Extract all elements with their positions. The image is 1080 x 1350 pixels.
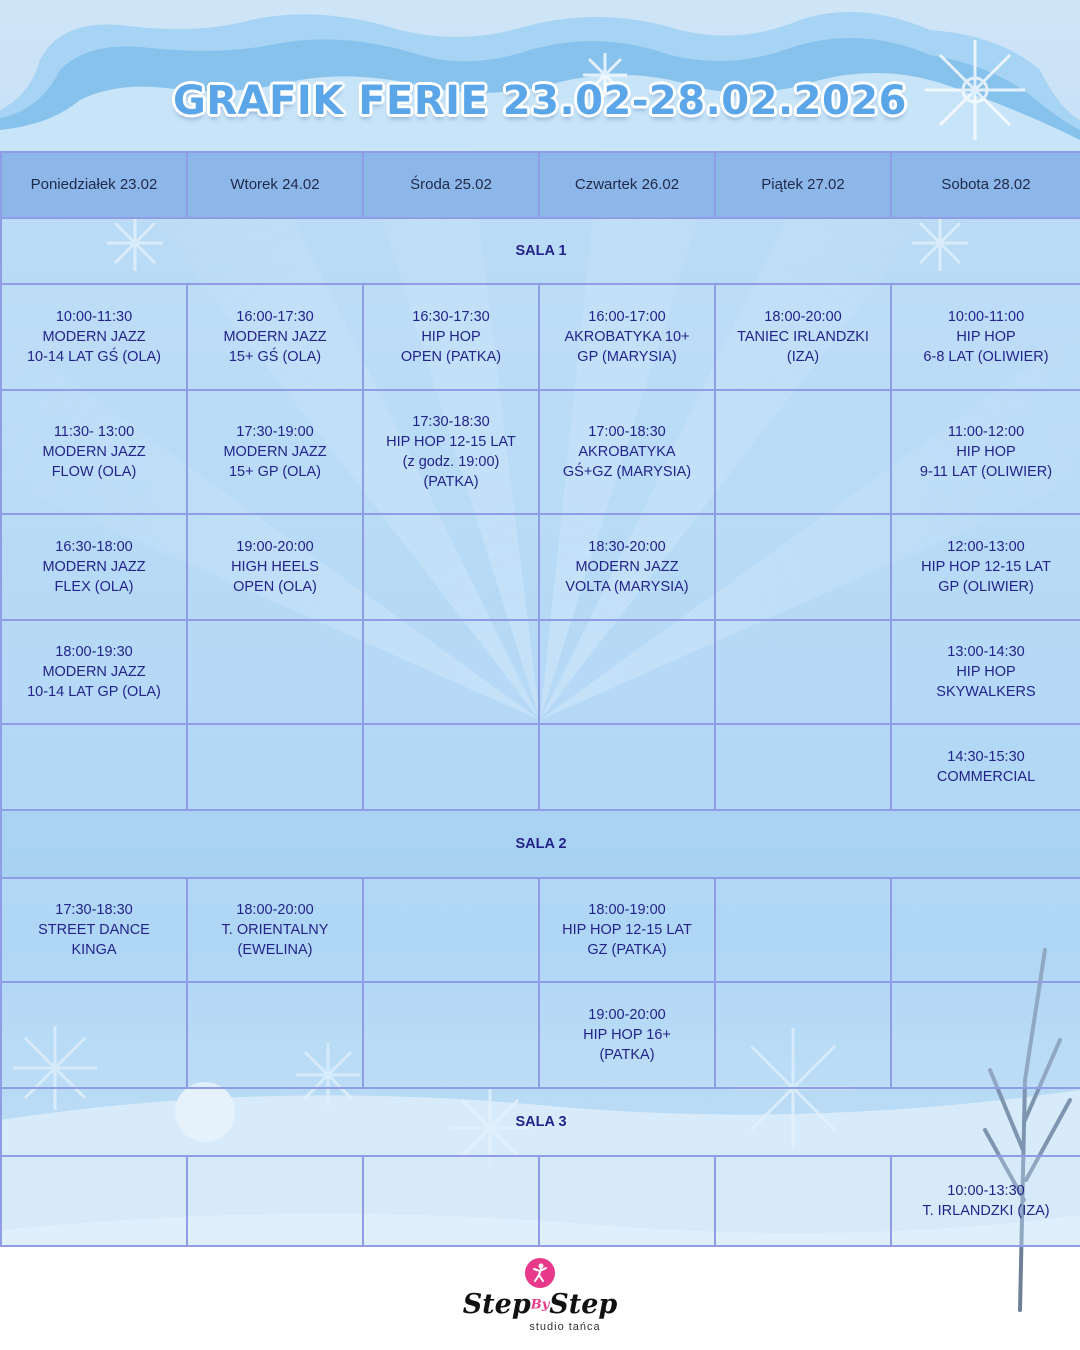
class-line: 10-14 LAT GP (OLA) xyxy=(27,684,161,700)
class-line: 17:00-18:30 xyxy=(588,424,666,440)
class-cell xyxy=(1,878,187,982)
empty-cell xyxy=(715,878,891,982)
empty-cell xyxy=(363,724,539,810)
class-line: HIP HOP xyxy=(421,329,481,345)
class-line: GZ (PATKA) xyxy=(587,942,667,958)
class-line: COMMERCIAL xyxy=(936,769,1036,785)
class-line: 17:30-18:30 xyxy=(412,414,490,430)
class-cell xyxy=(539,878,715,982)
class-line: 18:00-19:30 xyxy=(55,644,133,660)
empty-cell xyxy=(1,724,187,810)
day-header-row xyxy=(1,152,1080,218)
day-header: Poniedziałek 23.02 xyxy=(1,152,187,218)
class-line: 17:30-18:30 xyxy=(55,902,133,918)
class-line: (IZA) xyxy=(786,349,820,365)
day-header: Sobota 28.02 xyxy=(891,152,1080,218)
class-line: 16:30-17:30 xyxy=(412,309,490,325)
class-line: MODERN JAZZ xyxy=(42,559,146,575)
class-line: GŚ+GZ (MARYSIA) xyxy=(562,464,692,480)
empty-cell xyxy=(715,514,891,620)
class-line: 16:30-18:00 xyxy=(55,539,133,555)
class-line: 16:00-17:30 xyxy=(236,309,314,325)
class-line: AKROBATYKA 10+ xyxy=(564,329,690,345)
class-line: 17:30-19:00 xyxy=(236,424,314,440)
room-header-row xyxy=(1,218,1080,284)
empty-cell xyxy=(363,514,539,620)
class-cell xyxy=(363,284,539,390)
class-line: MODERN JAZZ xyxy=(223,329,327,345)
dancer-icon xyxy=(525,1258,555,1288)
class-line: 16:00-17:00 xyxy=(588,309,666,325)
empty-cell xyxy=(715,390,891,514)
empty-cell xyxy=(715,982,891,1088)
schedule-row xyxy=(1,620,1080,724)
class-cell xyxy=(1,514,187,620)
empty-cell xyxy=(187,620,363,724)
class-cell xyxy=(891,284,1080,390)
class-line: 18:00-20:00 xyxy=(236,902,314,918)
empty-cell xyxy=(715,620,891,724)
class-cell xyxy=(539,982,715,1088)
class-line: SKYWALKERS xyxy=(936,684,1036,700)
room-label: SALA 2 xyxy=(1,810,1080,878)
class-line: (EWELINA) xyxy=(237,942,313,958)
class-line: 6-8 LAT (OLIWIER) xyxy=(923,349,1049,365)
class-cell xyxy=(1,390,187,514)
class-line: 18:00-19:00 xyxy=(588,902,666,918)
class-cell xyxy=(891,390,1080,514)
page-title: GRAFIK FERIE 23.02-28.02.2026 xyxy=(173,78,907,124)
class-line: HIGH HEELS xyxy=(231,559,319,575)
class-line: HIP HOP 16+ xyxy=(583,1027,671,1043)
schedule-row xyxy=(1,1156,1080,1246)
class-line: 11:30- 13:00 xyxy=(53,424,135,440)
empty-cell xyxy=(1,1156,187,1246)
class-cell xyxy=(187,878,363,982)
schedule-row xyxy=(1,724,1080,810)
class-line: MODERN JAZZ xyxy=(42,329,146,345)
class-line: 15+ GŚ (OLA) xyxy=(228,349,322,365)
day-header: Środa 25.02 xyxy=(363,152,539,218)
class-line: KINGA xyxy=(71,942,117,958)
class-line: 10-14 LAT GŚ (OLA) xyxy=(26,349,162,365)
empty-cell xyxy=(363,878,539,982)
class-line: 11:00-12:00 xyxy=(947,424,1025,440)
empty-cell xyxy=(891,878,1080,982)
schedule-table xyxy=(0,151,1080,1247)
empty-cell xyxy=(539,1156,715,1246)
class-line: (PATKA) xyxy=(423,474,479,490)
class-cell xyxy=(187,390,363,514)
schedule-row xyxy=(1,878,1080,982)
class-line: HIP HOP xyxy=(956,664,1016,680)
class-line: T. ORIENTALNY xyxy=(221,922,329,938)
class-line: 9-11 LAT (OLIWIER) xyxy=(919,464,1053,480)
room-label: SALA 1 xyxy=(1,218,1080,284)
class-line: OPEN (OLA) xyxy=(233,579,317,595)
class-line: OPEN (PATKA) xyxy=(400,349,502,365)
class-line: HIP HOP 12-15 LAT xyxy=(562,922,692,938)
room-header-row xyxy=(1,1088,1080,1156)
class-line: 18:00-20:00 xyxy=(764,309,842,325)
class-line: HIP HOP 12-15 LAT xyxy=(386,434,516,450)
class-line: HIP HOP xyxy=(956,329,1016,345)
class-line: (PATKA) xyxy=(599,1047,655,1063)
class-line: STREET DANCE xyxy=(38,922,150,938)
schedule-row xyxy=(1,982,1080,1088)
brand-subtitle: studio tańca xyxy=(529,1320,601,1333)
class-line: HIP HOP xyxy=(956,444,1016,460)
class-cell xyxy=(1,284,187,390)
class-cell xyxy=(891,514,1080,620)
class-line: MODERN JAZZ xyxy=(42,664,146,680)
class-line: 14:30-15:30 xyxy=(947,749,1025,765)
empty-cell xyxy=(187,1156,363,1246)
class-cell xyxy=(539,390,715,514)
empty-cell xyxy=(715,724,891,810)
day-header: Wtorek 24.02 xyxy=(187,152,363,218)
empty-cell xyxy=(715,1156,891,1246)
empty-cell xyxy=(363,620,539,724)
class-line: 18:30-20:00 xyxy=(588,539,666,555)
class-line: 10:00-13:30 xyxy=(947,1183,1025,1199)
room-label: SALA 3 xyxy=(1,1088,1080,1156)
class-line: 19:00-20:00 xyxy=(236,539,314,555)
class-line: MODERN JAZZ xyxy=(42,444,146,460)
class-line: FLOW (OLA) xyxy=(51,464,137,480)
class-cell xyxy=(539,284,715,390)
class-line: (z godz. 19:00) xyxy=(402,454,500,470)
class-line: MODERN JAZZ xyxy=(575,559,679,575)
class-cell xyxy=(187,514,363,620)
class-cell xyxy=(891,620,1080,724)
class-line: TANIEC IRLANDZKI xyxy=(737,329,869,345)
empty-cell xyxy=(363,1156,539,1246)
schedule-row xyxy=(1,390,1080,514)
class-cell xyxy=(891,724,1080,810)
brand-name: StepByStep xyxy=(462,1289,618,1320)
class-cell xyxy=(891,1156,1080,1246)
class-line: 10:00-11:30 xyxy=(55,309,133,325)
schedule-row xyxy=(1,284,1080,390)
empty-cell xyxy=(539,724,715,810)
day-header: Czwartek 26.02 xyxy=(539,152,715,218)
class-cell xyxy=(715,284,891,390)
class-line: 19:00-20:00 xyxy=(588,1007,666,1023)
empty-cell xyxy=(1,982,187,1088)
room-header-row xyxy=(1,810,1080,878)
empty-cell xyxy=(891,982,1080,1088)
class-line: FLEX (OLA) xyxy=(54,579,134,595)
class-line: VOLTA (MARYSIA) xyxy=(565,579,689,595)
empty-cell xyxy=(363,982,539,1088)
class-line: 15+ GP (OLA) xyxy=(228,464,321,480)
class-line: HIP HOP 12-15 LAT xyxy=(921,559,1051,575)
class-line: MODERN JAZZ xyxy=(223,444,327,460)
class-line: GP (OLIWIER) xyxy=(938,579,1034,595)
class-cell xyxy=(539,514,715,620)
empty-cell xyxy=(187,982,363,1088)
studio-logo xyxy=(440,1258,640,1343)
class-line: GP (MARYSIA) xyxy=(577,349,677,365)
empty-cell xyxy=(187,724,363,810)
class-line: 12:00-13:00 xyxy=(947,539,1025,555)
empty-cell xyxy=(539,620,715,724)
class-cell xyxy=(1,620,187,724)
schedule-row xyxy=(1,514,1080,620)
class-line: AKROBATYKA xyxy=(578,444,676,460)
day-header: Piątek 27.02 xyxy=(715,152,891,218)
class-cell xyxy=(363,390,539,514)
class-line: 10:00-11:00 xyxy=(947,309,1025,325)
class-line: T. IRLANDZKI (IZA) xyxy=(922,1203,1050,1219)
class-line: 13:00-14:30 xyxy=(947,644,1025,660)
class-cell xyxy=(187,284,363,390)
